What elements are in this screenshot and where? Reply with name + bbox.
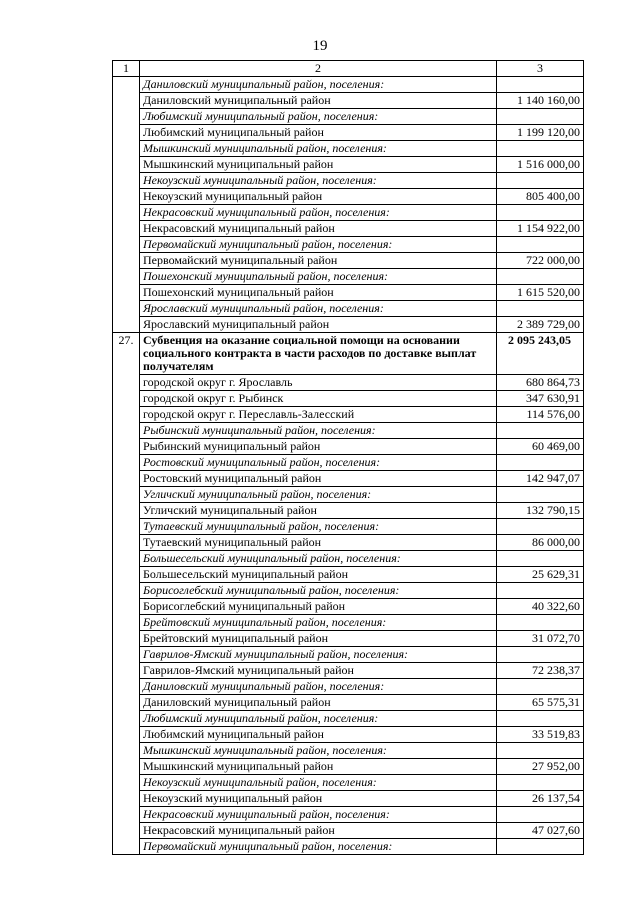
table-row xyxy=(113,189,584,205)
group-row xyxy=(113,807,584,823)
row-index xyxy=(113,375,140,391)
row-index xyxy=(113,663,140,679)
recipient-name: Субвенция на оказание социальной помощи на основании социального контракта в части расходов по доставке выплат получателям xyxy=(140,333,497,375)
table-row xyxy=(113,823,584,839)
amount-cell xyxy=(497,839,584,855)
column-header-2: 2 xyxy=(140,61,497,77)
row-index xyxy=(113,631,140,647)
row-index: 27. xyxy=(113,333,140,375)
group-row xyxy=(113,775,584,791)
group-row xyxy=(113,839,584,855)
group-row xyxy=(113,173,584,189)
amount-cell xyxy=(497,77,584,93)
district-group-label: Некоузский муниципальный район, поселения: xyxy=(140,173,497,189)
table-row xyxy=(113,285,584,301)
group-row xyxy=(113,109,584,125)
amount-cell: 1 516 000,00 xyxy=(497,157,584,173)
table-row xyxy=(113,535,584,551)
group-row xyxy=(113,551,584,567)
amount-cell: 2 389 729,00 xyxy=(497,317,584,333)
amount-cell: 31 072,70 xyxy=(497,631,584,647)
row-index xyxy=(113,679,140,695)
table-header xyxy=(113,61,584,77)
district-group-label: Ярославский муниципальный район, поселения: xyxy=(140,301,497,317)
recipient-name: Даниловский муниципальный район xyxy=(140,695,497,711)
district-group-label: Любимский муниципальный район, поселения: xyxy=(140,109,497,125)
row-index xyxy=(113,93,140,109)
district-group-label: Ростовский муниципальный район, поселения: xyxy=(140,455,497,471)
column-header-1: 1 xyxy=(113,61,140,77)
table-row xyxy=(113,599,584,615)
table-row xyxy=(113,407,584,423)
amount-cell xyxy=(497,551,584,567)
amount-cell xyxy=(497,775,584,791)
row-index xyxy=(113,455,140,471)
table-row xyxy=(113,439,584,455)
group-row xyxy=(113,583,584,599)
district-group-label: Гаврилов-Ямский муниципальный район, поселения: xyxy=(140,647,497,663)
table-row xyxy=(113,663,584,679)
amount-cell: 1 199 120,00 xyxy=(497,125,584,141)
amount-cell: 1 154 922,00 xyxy=(497,221,584,237)
amount-cell xyxy=(497,423,584,439)
amount-cell: 25 629,31 xyxy=(497,567,584,583)
recipient-name: Тутаевский муниципальный район xyxy=(140,535,497,551)
district-group-label: Пошехонский муниципальный район, поселения: xyxy=(140,269,497,285)
recipient-name: городской округ г. Ярославль xyxy=(140,375,497,391)
amount-cell xyxy=(497,583,584,599)
recipient-name: Некрасовский муниципальный район xyxy=(140,221,497,237)
row-index xyxy=(113,157,140,173)
table-row xyxy=(113,317,584,333)
row-index xyxy=(113,791,140,807)
row-index xyxy=(113,599,140,615)
row-index xyxy=(113,253,140,269)
row-index xyxy=(113,807,140,823)
table-row xyxy=(113,759,584,775)
group-row xyxy=(113,455,584,471)
group-row xyxy=(113,269,584,285)
amount-cell xyxy=(497,141,584,157)
row-index xyxy=(113,439,140,455)
row-index xyxy=(113,615,140,631)
row-index xyxy=(113,695,140,711)
district-group-label: Некрасовский муниципальный район, поселения: xyxy=(140,205,497,221)
group-row xyxy=(113,743,584,759)
group-row xyxy=(113,487,584,503)
group-row xyxy=(113,679,584,695)
group-row xyxy=(113,301,584,317)
amount-cell xyxy=(497,109,584,125)
recipient-name: Первомайский муниципальный район xyxy=(140,253,497,269)
recipient-name: Любимский муниципальный район xyxy=(140,727,497,743)
table-row xyxy=(113,503,584,519)
amount-cell: 2 095 243,05 xyxy=(497,333,584,375)
row-index xyxy=(113,775,140,791)
row-index xyxy=(113,535,140,551)
page-number: 19 xyxy=(312,38,328,54)
amount-cell: 33 519,83 xyxy=(497,727,584,743)
budget-table xyxy=(112,60,584,855)
recipient-name: городской округ г. Переславль-Залесский xyxy=(140,407,497,423)
table-row xyxy=(113,471,584,487)
amount-cell xyxy=(497,269,584,285)
district-group-label: Некоузский муниципальный район, поселения: xyxy=(140,775,497,791)
amount-cell xyxy=(497,487,584,503)
column-header-3: 3 xyxy=(497,61,584,77)
recipient-name: Борисоглебский муниципальный район xyxy=(140,599,497,615)
row-index xyxy=(113,407,140,423)
recipient-name: Ярославский муниципальный район xyxy=(140,317,497,333)
amount-cell: 680 864,73 xyxy=(497,375,584,391)
amount-cell xyxy=(497,237,584,253)
row-index xyxy=(113,759,140,775)
amount-cell: 40 322,60 xyxy=(497,599,584,615)
recipient-name: Даниловский муниципальный район xyxy=(140,93,497,109)
row-index xyxy=(113,487,140,503)
group-row xyxy=(113,647,584,663)
amount-cell xyxy=(497,173,584,189)
table-body xyxy=(113,77,584,855)
row-index xyxy=(113,519,140,535)
group-row xyxy=(113,519,584,535)
row-index xyxy=(113,301,140,317)
table-row xyxy=(113,391,584,407)
recipient-name: Угличский муниципальный район xyxy=(140,503,497,519)
amount-cell xyxy=(497,679,584,695)
recipient-name: Мышкинский муниципальный район xyxy=(140,759,497,775)
row-index xyxy=(113,711,140,727)
recipient-name: Брейтовский муниципальный район xyxy=(140,631,497,647)
district-group-label: Первомайский муниципальный район, поселения: xyxy=(140,237,497,253)
district-group-label: Борисоглебский муниципальный район, поселения: xyxy=(140,583,497,599)
recipient-name: Пошехонский муниципальный район xyxy=(140,285,497,301)
amount-cell: 1 615 520,00 xyxy=(497,285,584,301)
district-group-label: Даниловский муниципальный район, поселения: xyxy=(140,77,497,93)
row-index xyxy=(113,583,140,599)
district-group-label: Брейтовский муниципальный район, поселения: xyxy=(140,615,497,631)
table-row xyxy=(113,221,584,237)
recipient-name: Ростовский муниципальный район xyxy=(140,471,497,487)
district-group-label: Мышкинский муниципальный район, поселения: xyxy=(140,141,497,157)
section-header-row xyxy=(113,333,584,375)
row-index xyxy=(113,647,140,663)
amount-cell xyxy=(497,205,584,221)
amount-cell xyxy=(497,647,584,663)
amount-cell: 27 952,00 xyxy=(497,759,584,775)
table-row xyxy=(113,695,584,711)
recipient-name: Большесельский муниципальный район xyxy=(140,567,497,583)
table-row xyxy=(113,157,584,173)
amount-cell: 72 238,37 xyxy=(497,663,584,679)
amount-cell: 347 630,91 xyxy=(497,391,584,407)
district-group-label: Любимский муниципальный район, поселения: xyxy=(140,711,497,727)
row-index xyxy=(113,237,140,253)
group-row xyxy=(113,237,584,253)
row-index xyxy=(113,823,140,839)
recipient-name: Некрасовский муниципальный район xyxy=(140,823,497,839)
table-row xyxy=(113,791,584,807)
table-row xyxy=(113,727,584,743)
row-index xyxy=(113,727,140,743)
district-group-label: Некрасовский муниципальный район, поселения: xyxy=(140,807,497,823)
district-group-label: Тутаевский муниципальный район, поселения: xyxy=(140,519,497,535)
amount-cell: 60 469,00 xyxy=(497,439,584,455)
amount-cell xyxy=(497,743,584,759)
row-index xyxy=(113,551,140,567)
group-row xyxy=(113,711,584,727)
amount-cell: 1 140 160,00 xyxy=(497,93,584,109)
header-row xyxy=(113,61,584,77)
amount-cell xyxy=(497,615,584,631)
recipient-name: Мышкинский муниципальный район xyxy=(140,157,497,173)
row-index xyxy=(113,141,140,157)
table-row xyxy=(113,631,584,647)
row-index xyxy=(113,109,140,125)
group-row xyxy=(113,77,584,93)
recipient-name: Гаврилов-Ямский муниципальный район xyxy=(140,663,497,679)
district-group-label: Даниловский муниципальный район, поселения: xyxy=(140,679,497,695)
recipient-name: городской округ г. Рыбинск xyxy=(140,391,497,407)
amount-cell: 65 575,31 xyxy=(497,695,584,711)
recipient-name: Некоузский муниципальный район xyxy=(140,791,497,807)
district-group-label: Угличский муниципальный район, поселения: xyxy=(140,487,497,503)
row-index xyxy=(113,285,140,301)
group-row xyxy=(113,423,584,439)
district-group-label: Первомайский муниципальный район, поселения: xyxy=(140,839,497,855)
row-index xyxy=(113,743,140,759)
row-index xyxy=(113,173,140,189)
amount-cell: 805 400,00 xyxy=(497,189,584,205)
table-row xyxy=(113,125,584,141)
group-row xyxy=(113,615,584,631)
table-row xyxy=(113,93,584,109)
district-group-label: Большесельский муниципальный район, поселения: xyxy=(140,551,497,567)
row-index xyxy=(113,221,140,237)
table-row xyxy=(113,567,584,583)
row-index xyxy=(113,839,140,855)
row-index xyxy=(113,423,140,439)
district-group-label: Мышкинский муниципальный район, поселения: xyxy=(140,743,497,759)
amount-cell: 26 137,54 xyxy=(497,791,584,807)
group-row xyxy=(113,141,584,157)
row-index xyxy=(113,317,140,333)
amount-cell xyxy=(497,519,584,535)
district-group-label: Рыбинский муниципальный район, поселения: xyxy=(140,423,497,439)
row-index xyxy=(113,205,140,221)
row-index xyxy=(113,125,140,141)
amount-cell: 47 027,60 xyxy=(497,823,584,839)
recipient-name: Рыбинский муниципальный район xyxy=(140,439,497,455)
row-index xyxy=(113,471,140,487)
row-index xyxy=(113,391,140,407)
amount-cell: 132 790,15 xyxy=(497,503,584,519)
amount-cell: 86 000,00 xyxy=(497,535,584,551)
table-row xyxy=(113,253,584,269)
amount-cell: 722 000,00 xyxy=(497,253,584,269)
amount-cell: 114 576,00 xyxy=(497,407,584,423)
table-row xyxy=(113,375,584,391)
row-index xyxy=(113,77,140,93)
row-index xyxy=(113,567,140,583)
amount-cell xyxy=(497,807,584,823)
amount-cell xyxy=(497,301,584,317)
recipient-name: Некоузский муниципальный район xyxy=(140,189,497,205)
row-index xyxy=(113,189,140,205)
amount-cell: 142 947,07 xyxy=(497,471,584,487)
group-row xyxy=(113,205,584,221)
recipient-name: Любимский муниципальный район xyxy=(140,125,497,141)
row-index xyxy=(113,269,140,285)
amount-cell xyxy=(497,455,584,471)
amount-cell xyxy=(497,711,584,727)
row-index xyxy=(113,503,140,519)
